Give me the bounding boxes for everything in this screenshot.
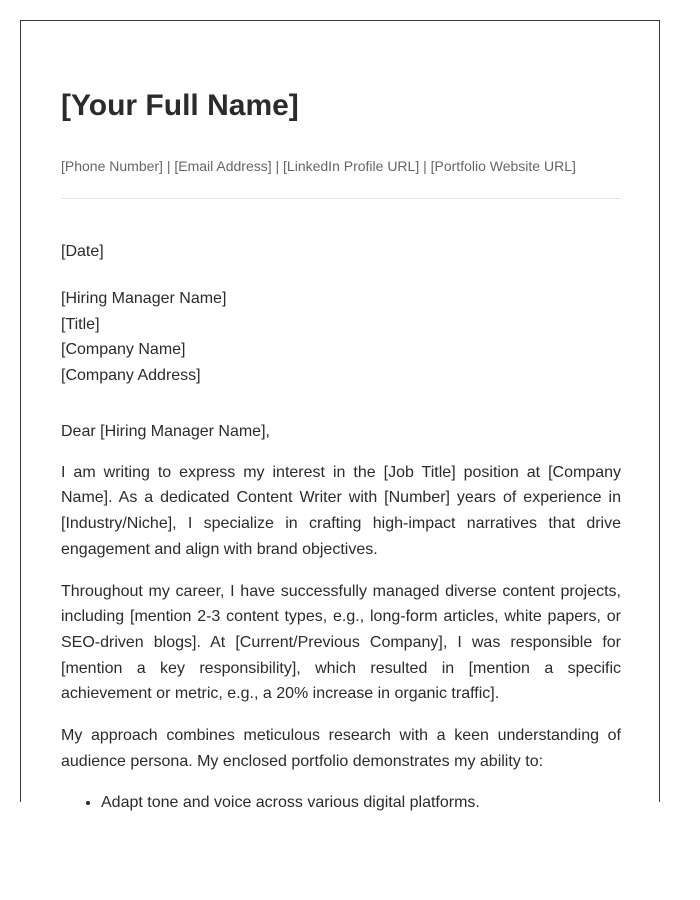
letter-body (61, 419, 621, 816)
recipient-title: [Title] (61, 315, 100, 333)
header-divider (61, 198, 621, 199)
paragraph-intro: I am writing to express my interest in the [Job Title] position at [Company Name]. As a dedicated Content Writer with [Number] years of experience in [Industry/Niche], I specialize in crafting high-impact narratives that drive engagement and align with brand objectives. (61, 463, 621, 558)
contact-line: [Phone Number] | [Email Address] | [LinkedIn Profile URL] | [Portfolio Website URL] (61, 158, 576, 174)
salutation: Dear [Hiring Manager Name], (61, 423, 270, 440)
recipient-address: [Company Address] (61, 367, 201, 385)
letter-date: [Date] (61, 243, 104, 260)
list-item: • Adapt tone and voice across various digital platforms. (101, 790, 621, 816)
applicant-name: [Your Full Name] (61, 89, 299, 122)
paragraph-experience: Throughout my career, I have successfully managed diverse content projects, including [mention 2-3 content types, e.g., long-form articles, white papers, or SEO-driven blogs]. At [Current/Previous Company], I was responsible for [mention a key responsibility], which resulted in [mention a specific achievement or metric, e.g., a 20% increase in organic traffic]. (61, 582, 621, 703)
recipient-block (61, 286, 226, 389)
letter-page (20, 20, 660, 812)
recipient-name: [Hiring Manager Name] (61, 290, 227, 307)
skills-list (61, 790, 621, 816)
recipient-company: [Company Name] (61, 341, 186, 359)
paragraph-approach: My approach combines meticulous research with a keen understanding of audience persona. My enclosed portfolio demonstrates my ability to: (61, 727, 621, 770)
